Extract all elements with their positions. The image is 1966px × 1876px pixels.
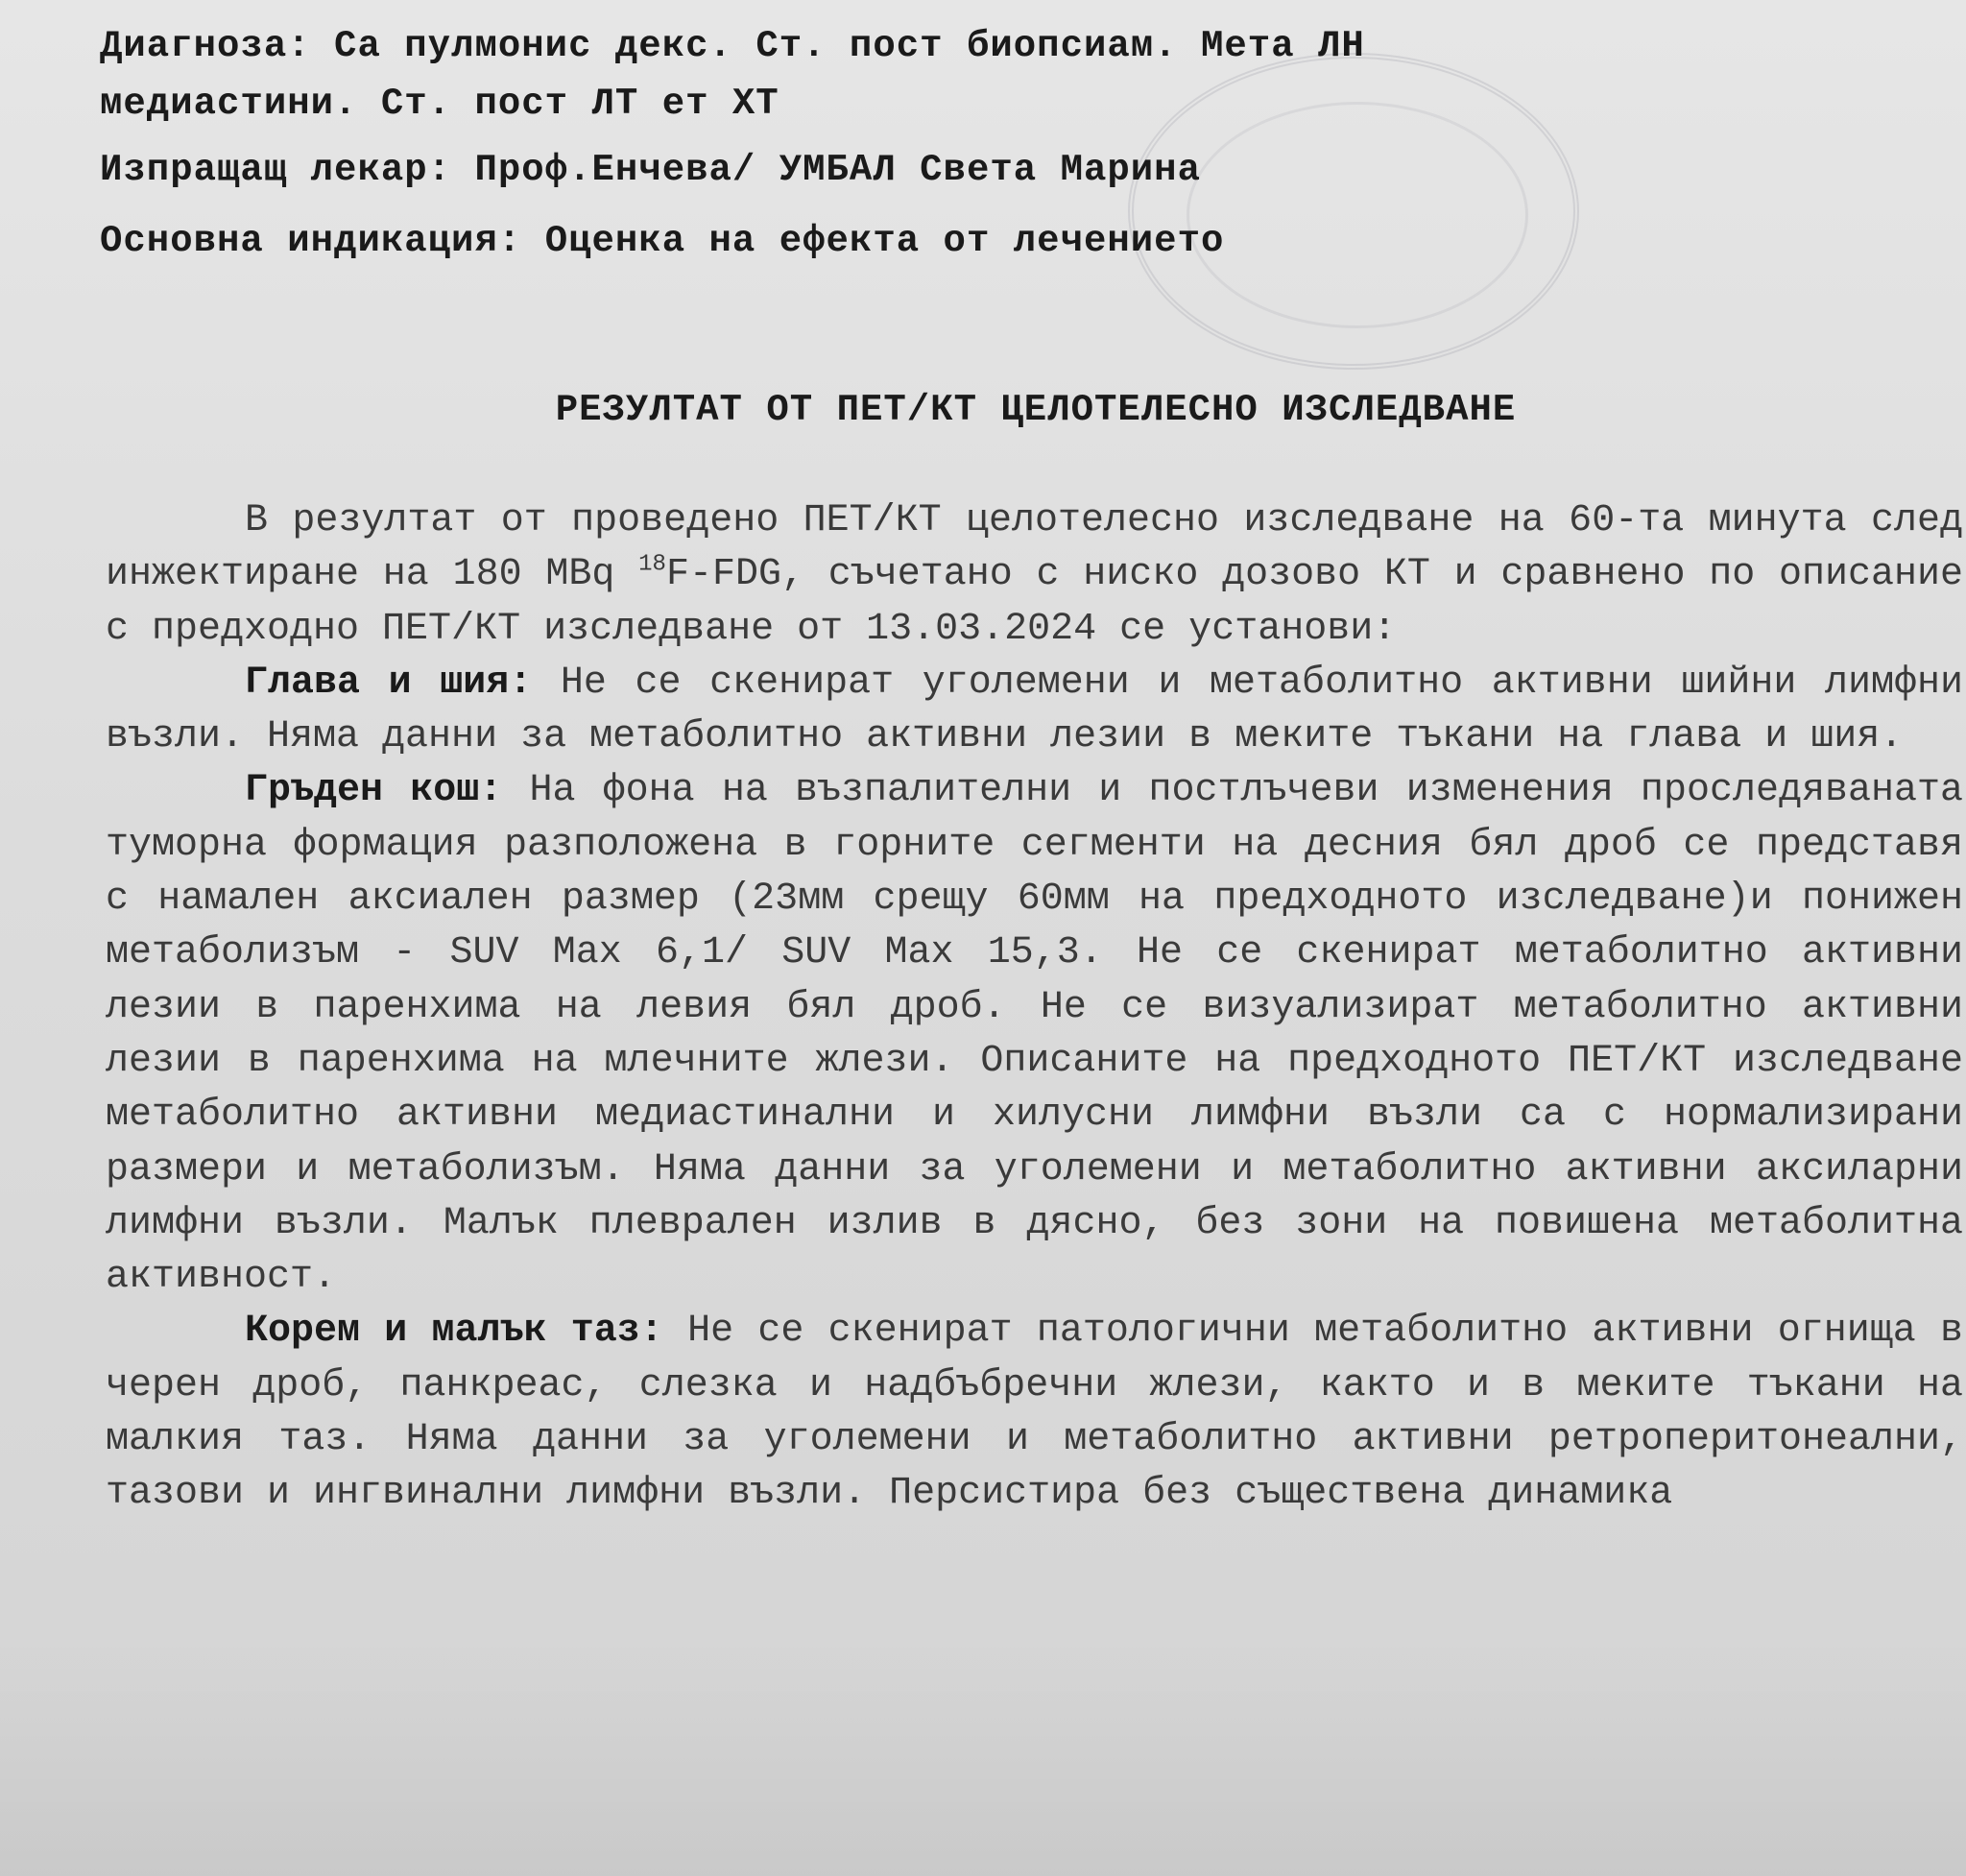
stamp-inner-ring [1187,102,1528,328]
section-head-neck [106,657,1963,765]
referring-doctor-line [100,149,1201,191]
diagnosis-text: Са пулмонис декс. Ст. пост биопсиам. Мета ЛН [334,25,1365,67]
main-indication-line [100,220,1224,262]
isotope-superscript: 18 [638,551,666,578]
section-heading: Гръден кош: [245,769,503,813]
section-text: Не се скенират патологични метаболитно активни огнища в черен дроб, панкреас, слезка и надбъбречни жлези, както и в меките тъкани на малкия таз. Няма данни за уголемени и метаболитно активни ретроперитонеални, тазови и ингвинални лимфни възли. Персистира без съществена динамика [106,1310,1963,1516]
section-heading: Глава и шия: [245,661,533,705]
diagnosis-line-1 [100,25,1365,67]
section-chest [106,764,1963,1305]
referring-doctor-label: Изпращащ лекар: [100,149,452,191]
bottom-shadow [0,1636,1966,1876]
section-text: Не се скенират уголемени и метаболитно активни шийни лимфни възли. Няма данни за метаболитно активни лезии в меките тъкани на глава и шия. [106,661,1963,759]
report-title: РЕЗУЛТАТ ОТ ПЕТ/КТ ЦЕЛОТЕЛЕСНО ИЗСЛЕДВАНЕ [555,389,1517,431]
diagnosis-label: Диагноза: [100,25,311,67]
intro-text-end: F-FDG, съчетано с ниско дозово КТ и сравнено по описание с предходно ПЕТ/КТ изследване от 13.03.2024 се установи: [106,553,1964,651]
main-indication-label: Основна индикация: [100,220,522,262]
intro-text-start: В резултат от проведено ПЕТ/КТ целотелесно изследване на 60-та минута след инжектиране на 180 MBq [106,499,1963,597]
official-stamp [1128,53,1579,370]
section-abdomen-pelvis [106,1305,1963,1521]
section-heading: Корем и малък таз: [245,1310,663,1354]
diagnosis-line-2 [100,83,779,125]
intro-paragraph [106,494,1963,657]
section-text: На фона на възпалителни и постлъчеви изменения проследяваната туморна формация разположена в горните сегменти на десния бял дроб се представя с намален аксиален размер (23мм срещу 60мм на предходното изследване)и понижен метаболизъм - SUV Max 6,1/ SUV Max 15,3. Не се скенират метаболитно активни лезии в паренхима на левия бял дроб. Не се визуализират метаболитно активни лезии в паренхима на млечните жлези. Описаните на предходното ПЕТ/КТ изследване метаболитно активни медиастинални и хилусни лимфни възли са с нормализирани размери и метаболизъм. Няма данни за уголемени и метаболитно активни аксиларни лимфни възли. Малък плеврален излив в дясно, без зони на повишена метаболитна активност. [106,769,1963,1300]
diagnosis-text-continued: медиастини. Ст. пост ЛТ ет ХТ [100,83,779,125]
referring-doctor-text: Проф.Енчева/ УМБАЛ Света Марина [474,149,1201,191]
main-indication-text: Оценка на ефекта от лечението [544,220,1225,262]
report-body [106,494,1963,1522]
